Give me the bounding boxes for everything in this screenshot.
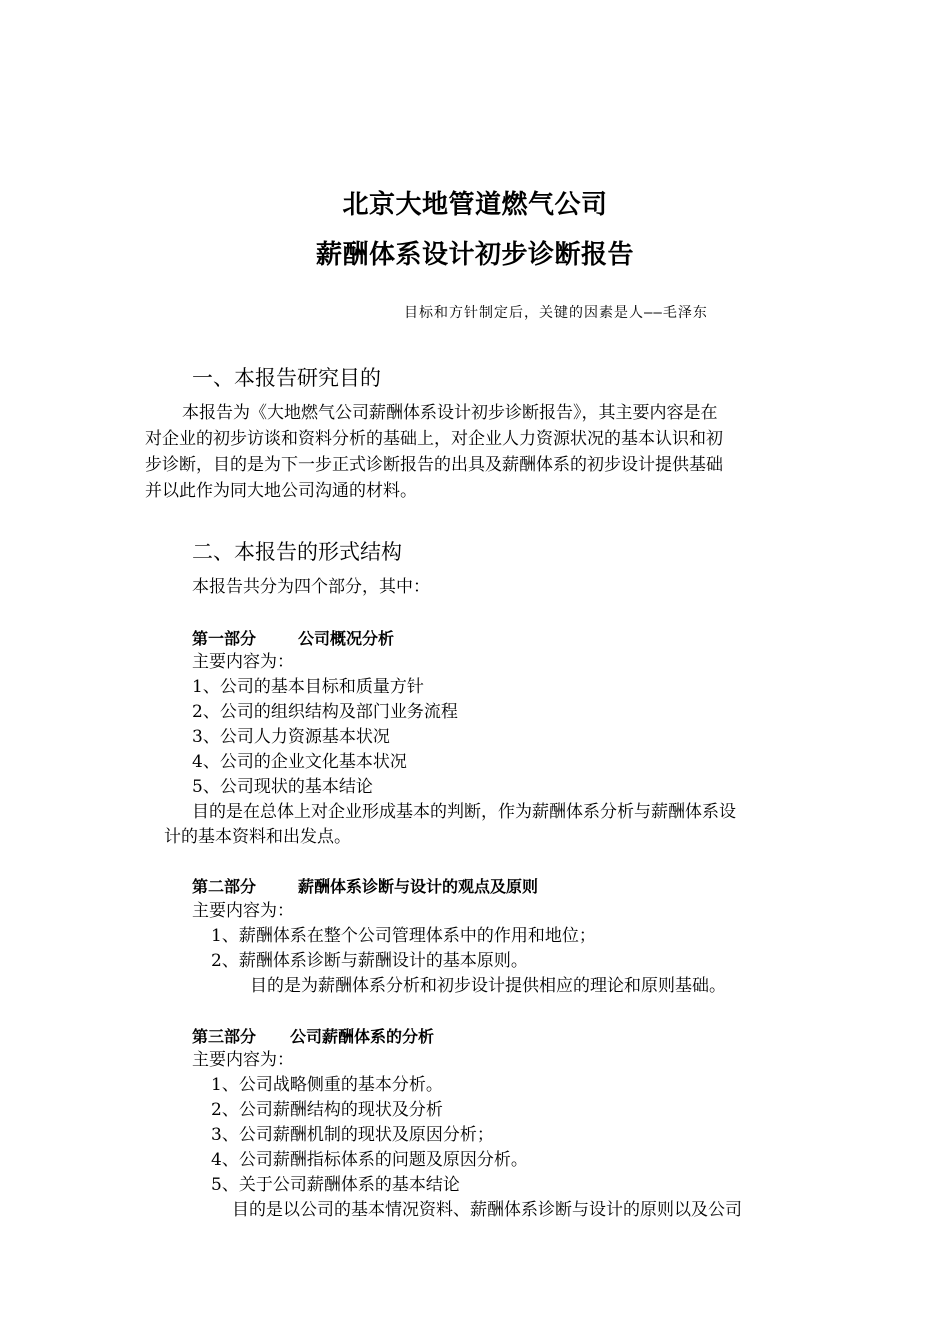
document-title-line2: 薪酬体系设计初步诊断报告 — [315, 240, 634, 270]
part2-label: 第二部分 — [192, 877, 257, 896]
epigraph: 目标和方针制定后，关键的因素是人——毛泽东 — [404, 305, 708, 321]
section2-intro: 本报告共分为四个部分，其中： — [192, 577, 430, 597]
section1-line: 步诊断，目的是为下一步正式诊断报告的出具及薪酬体系的初步设计提供基础 — [145, 455, 723, 475]
part1-purpose-line1: 目的是在总体上对企业形成基本的判断，作为薪酬体系分析与薪酬体系设 — [192, 802, 736, 822]
part3-label: 第三部分 — [192, 1027, 257, 1046]
section1-heading: 一、本报告研究目的 — [192, 366, 381, 390]
part1-title: 公司概况分析 — [298, 629, 395, 648]
part1-purpose-line2: 计的基本资料和出发点。 — [164, 827, 351, 847]
section1-line: 对企业的初步访谈和资料分析的基础上，对企业人力资源状况的基本认识和初 — [145, 429, 723, 449]
part2-title: 薪酬体系诊断与设计的观点及原则 — [298, 877, 539, 896]
part3-item: 2、公司薪酬结构的现状及分析 — [211, 1100, 443, 1120]
section1-line: 本报告为《大地燃气公司薪酬体系设计初步诊断报告》，其主要内容是在 — [182, 403, 718, 423]
part1-item: 2、公司的组织结构及部门业务流程 — [192, 702, 458, 722]
part1-label: 第一部分 — [192, 629, 257, 648]
part3-contents-label: 主要内容为： — [192, 1050, 294, 1070]
part2-item: 1、薪酬体系在整个公司管理体系中的作用和地位； — [211, 926, 596, 946]
part3-item: 3、公司薪酬机制的现状及原因分析； — [211, 1125, 494, 1145]
part3-item: 5、关于公司薪酬体系的基本结论 — [211, 1175, 460, 1195]
part1-item: 5、公司现状的基本结论 — [192, 777, 373, 797]
section1-line: 并以此作为同大地公司沟通的材料。 — [145, 481, 417, 501]
part1-item: 1、公司的基本目标和质量方针 — [192, 677, 424, 697]
part3-title: 公司薪酬体系的分析 — [290, 1027, 435, 1046]
part2-item: 2、薪酬体系诊断与薪酬设计的基本原则。 — [211, 951, 528, 971]
part1-item: 3、公司人力资源基本状况 — [192, 727, 390, 747]
part3-purpose-line1: 目的是以公司的基本情况资料、薪酬体系诊断与设计的原则以及公司 — [232, 1200, 742, 1220]
section2-heading: 二、本报告的形式结构 — [192, 540, 402, 564]
part3-item: 4、公司薪酬指标体系的问题及原因分析。 — [211, 1150, 528, 1170]
part1-contents-label: 主要内容为： — [192, 652, 294, 672]
document-title-line1: 北京大地管道燃气公司 — [342, 190, 608, 220]
part3-item: 1、公司战略侧重的基本分析。 — [211, 1075, 443, 1095]
part2-contents-label: 主要内容为： — [192, 901, 294, 921]
part1-item: 4、公司的企业文化基本状况 — [192, 752, 407, 772]
part2-purpose: 目的是为薪酬体系分析和初步设计提供相应的理论和原则基础。 — [250, 976, 726, 996]
